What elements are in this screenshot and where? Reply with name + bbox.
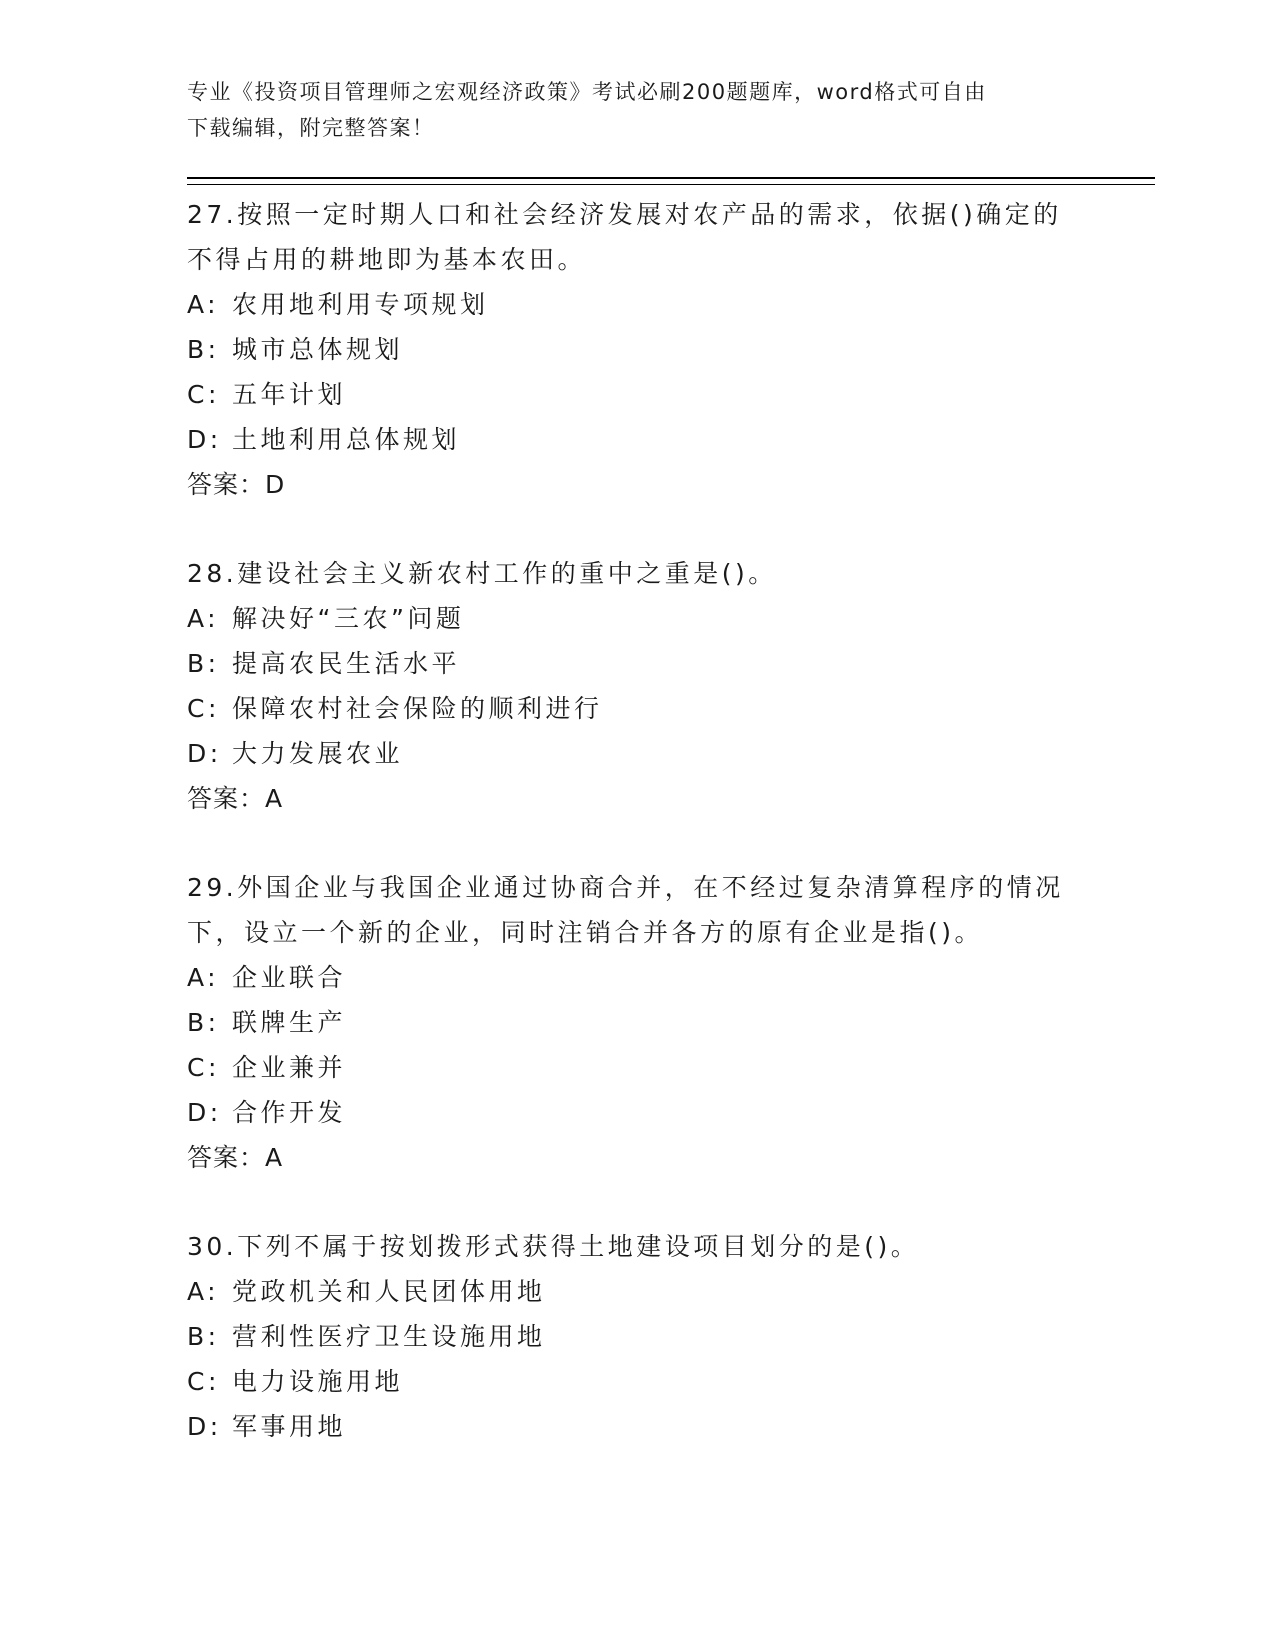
- option-text: 联牌生产: [232, 1008, 347, 1037]
- option-d: [187, 1090, 1087, 1135]
- answer-line: 答案：A: [187, 1143, 284, 1172]
- option-d: [187, 1404, 1087, 1449]
- question-stem: 30.下列不属于按划拨形式获得土地建设项目划分的是()。: [187, 1232, 920, 1261]
- question-stem-continued: 不得占用的耕地即为基本农田。: [187, 245, 587, 274]
- option-b: [187, 641, 1087, 686]
- question-stem: 27.按照一定时期人口和社会经济发展对农产品的需求，依据()确定的: [187, 200, 1062, 229]
- option-c: [187, 1359, 1087, 1404]
- question-stem: 29.外国企业与我国企业通过协商合并，在不经过复杂清算程序的情况: [187, 873, 1064, 902]
- option-letter: A:: [187, 1277, 220, 1306]
- document-header: [187, 74, 1087, 146]
- option-letter: B:: [187, 1008, 220, 1037]
- option-text: 营利性医疗卫生设施用地: [232, 1322, 546, 1351]
- option-text: 解决好“三农”问题: [232, 604, 465, 633]
- option-letter: A:: [187, 604, 220, 633]
- option-d: [187, 417, 1087, 462]
- option-text: 合作开发: [232, 1098, 347, 1127]
- option-text: 农用地利用专项规划: [232, 290, 489, 319]
- option-text: 保障农村社会保险的顺利进行: [232, 694, 603, 723]
- question-list: [187, 192, 1087, 1493]
- option-letter: C:: [187, 380, 220, 409]
- option-b: [187, 1000, 1087, 1045]
- answer-line: 答案：D: [187, 470, 286, 499]
- header-divider-thick: [187, 177, 1155, 179]
- option-b: [187, 1314, 1087, 1359]
- option-a: [187, 282, 1087, 327]
- option-letter: D:: [187, 1098, 222, 1127]
- option-b: [187, 327, 1087, 372]
- option-a: [187, 1269, 1087, 1314]
- option-text: 城市总体规划: [232, 335, 404, 364]
- option-letter: D:: [187, 739, 222, 768]
- header-divider-thin: [187, 184, 1155, 185]
- answer-line: 答案：A: [187, 784, 284, 813]
- option-letter: A:: [187, 963, 220, 992]
- option-letter: A:: [187, 290, 220, 319]
- option-text: 军事用地: [232, 1412, 347, 1441]
- option-text: 企业兼并: [232, 1053, 347, 1082]
- question-stem-continued: 下，设立一个新的企业，同时注销合并各方的原有企业是指()。: [187, 918, 984, 947]
- option-letter: B:: [187, 1322, 220, 1351]
- header-line-1: 专业《投资项目管理师之宏观经济政策》考试必刷200题题库，word格式可自由: [187, 80, 987, 104]
- option-text: 提高农民生活水平: [232, 649, 461, 678]
- option-letter: B:: [187, 649, 220, 678]
- question-28: [187, 551, 1087, 821]
- option-text: 电力设施用地: [232, 1367, 404, 1396]
- question-27: [187, 192, 1087, 507]
- option-letter: C:: [187, 694, 220, 723]
- option-c: [187, 686, 1087, 731]
- option-a: [187, 955, 1087, 1000]
- option-text: 五年计划: [232, 380, 347, 409]
- option-text: 大力发展农业: [232, 739, 404, 768]
- option-letter: B:: [187, 335, 220, 364]
- option-letter: D:: [187, 1412, 222, 1441]
- question-30: [187, 1224, 1087, 1449]
- question-29: [187, 865, 1087, 1180]
- option-d: [187, 731, 1087, 776]
- header-line-2: 下载编辑，附完整答案！: [187, 116, 435, 140]
- question-stem: 28.建设社会主义新农村工作的重中之重是()。: [187, 559, 777, 588]
- option-letter: D:: [187, 425, 222, 454]
- option-letter: C:: [187, 1367, 220, 1396]
- option-text: 企业联合: [232, 963, 347, 992]
- option-a: [187, 596, 1087, 641]
- option-text: 党政机关和人民团体用地: [232, 1277, 546, 1306]
- option-c: [187, 1045, 1087, 1090]
- option-text: 土地利用总体规划: [232, 425, 461, 454]
- option-letter: C:: [187, 1053, 220, 1082]
- option-c: [187, 372, 1087, 417]
